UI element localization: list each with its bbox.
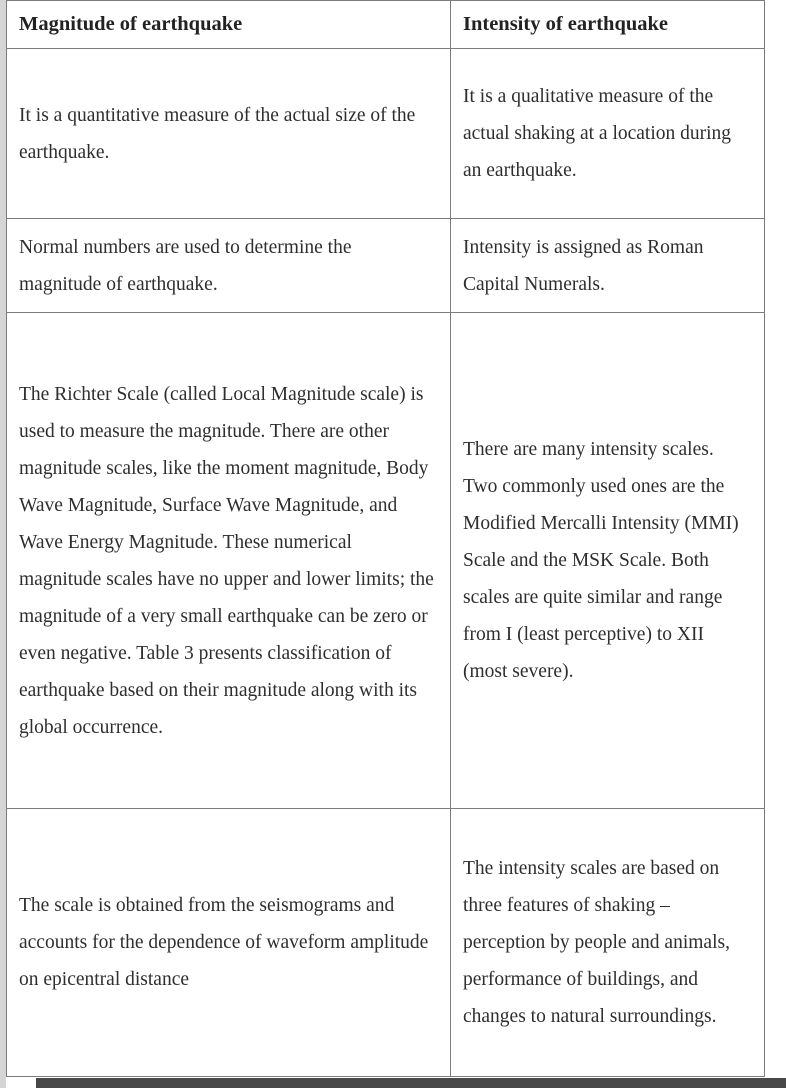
table-row (7, 809, 765, 1077)
intensity-cell-qualitative: It is a qualitative measure of the actual shaking at a location during an earthquake. (451, 49, 765, 219)
intensity-cell-scales: There are many intensity scales. Two commonly used ones are the Modified Mercalli Intensity (MMI) Scale and the MSK Scale. Both scales are quite similar and range from I (least perceptive) to XII (most severe). (451, 313, 765, 809)
bottom-dark-strip (36, 1078, 786, 1088)
intensity-cell-features: The intensity scales are based on three features of shaking – perception by people and animals, performance of buildings, and changes to natural surroundings. (451, 809, 765, 1077)
table-row (7, 219, 765, 313)
column-header-intensity: Intensity of earthquake (451, 1, 765, 49)
intensity-cell-numerals: Intensity is assigned as Roman Capital Numerals. (451, 219, 765, 313)
magnitude-cell-richter-scale: The Richter Scale (called Local Magnitude scale) is used to measure the magnitude. There are other magnitude scales, like the moment magnitude, Body Wave Magnitude, Surface Wave Magnitude, and Wave Energy Magnitude. These numerical magnitude scales have no upper and lower limits; the magnitude of a very small earthquake can be zero or even negative. Table 3 presents classification of earthquake based on their magnitude along with its global occurrence. (7, 313, 451, 809)
magnitude-cell-seismograms: The scale is obtained from the seismograms and accounts for the dependence of waveform amplitude on epicentral distance (7, 809, 451, 1077)
earthquake-comparison-table (6, 0, 765, 1077)
table-header-row (7, 1, 765, 49)
column-header-magnitude: Magnitude of earthquake (7, 1, 451, 49)
magnitude-cell-numbers: Normal numbers are used to determine the magnitude of earthquake. (7, 219, 451, 313)
magnitude-cell-quantitative: It is a quantitative measure of the actual size of the earthquake. (7, 49, 451, 219)
table-row (7, 313, 765, 809)
table-row (7, 49, 765, 219)
